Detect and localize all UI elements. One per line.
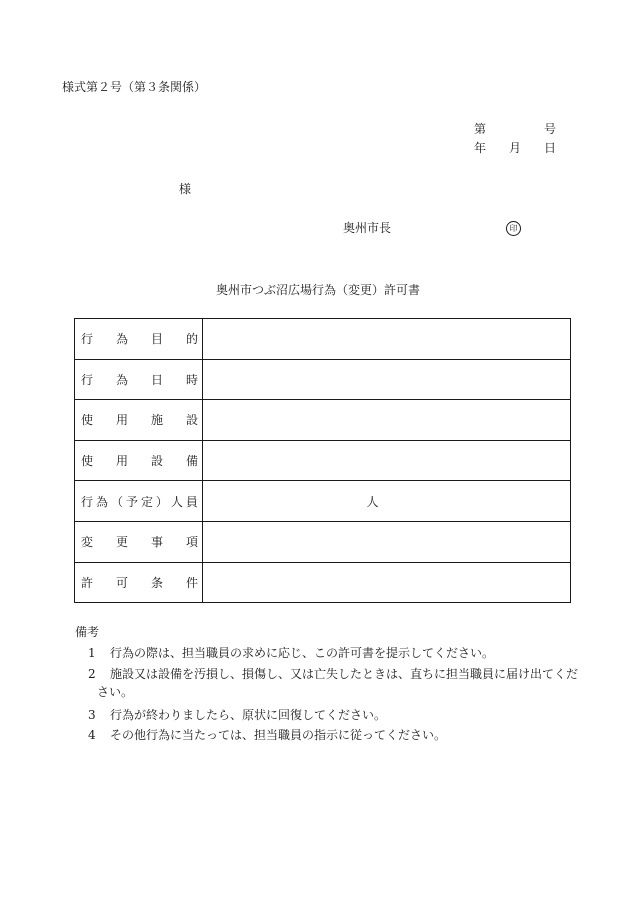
permit-table [74,318,571,603]
seal-mark: 印 [506,221,521,236]
remark-item [88,706,578,724]
row-label-text: 使 用 設 備 [81,454,198,469]
remark-number: 4 [88,728,96,742]
remark-item [88,726,578,744]
date-day: 日 [543,141,556,155]
document-number-line [474,121,556,137]
row-label [75,440,203,481]
row-label [75,521,203,562]
table-row [75,319,571,360]
remark-item [88,644,578,662]
row-value[interactable] [203,562,571,603]
row-label [75,359,203,400]
issuer-name: 奥州市長 [343,221,392,235]
date-month: 月 [508,141,521,155]
row-label [75,481,203,522]
row-label-text: 変 更 事 項 [81,535,198,550]
table-row [75,440,571,481]
remark-number: 2 [88,667,96,681]
row-value[interactable] [203,359,571,400]
row-value[interactable] [203,521,571,562]
remarks-heading: 備考 [75,625,100,639]
row-value[interactable] [203,440,571,481]
table-row [75,400,571,441]
table-row [75,562,571,603]
remark-text: 行為が終わりましたら、原状に回復してください。 [110,708,387,722]
row-value[interactable] [203,400,571,441]
remark-text: 行為の際は、担当職員の求めに応じ、この許可書を提示してください。 [110,646,495,660]
row-label-text: 行 為 （ 予 定 ） 人 員 [81,494,198,509]
remark-text-continued: さい。 [97,685,134,699]
remark-text: 施設又は設備を汚損し、損傷し、又は亡失したときは、直ちに担当職員に届け出てくだ [110,667,579,681]
recipient-honorific: 様 [179,182,192,196]
remark-number: 1 [88,646,96,660]
table-row [75,481,571,522]
row-label [75,400,203,441]
row-value[interactable] [203,319,571,360]
row-label [75,562,203,603]
number-prefix: 第 [474,122,487,136]
document-title: 奥州市つぶ沼広場行為（変更）許可書 [216,283,421,297]
row-label-text: 許 可 条 件 [81,575,198,590]
form-number: 様式第２号（第３条関係） [62,80,207,94]
row-label [75,319,203,360]
number-suffix: 号 [543,122,556,136]
row-label-text: 行 為 日 時 [81,372,198,387]
row-label-text: 使 用 施 設 [81,413,198,428]
remark-item [88,665,578,701]
row-label-text: 行 為 目 的 [81,332,198,347]
remark-text: その他行為に当たっては、担当職員の指示に従ってください。 [110,728,447,742]
date-year: 年 [474,141,487,155]
date-line [474,140,556,156]
row-value[interactable]: 人 [203,481,571,522]
table-row [75,521,571,562]
table-row [75,359,571,400]
remark-number: 3 [88,708,96,722]
